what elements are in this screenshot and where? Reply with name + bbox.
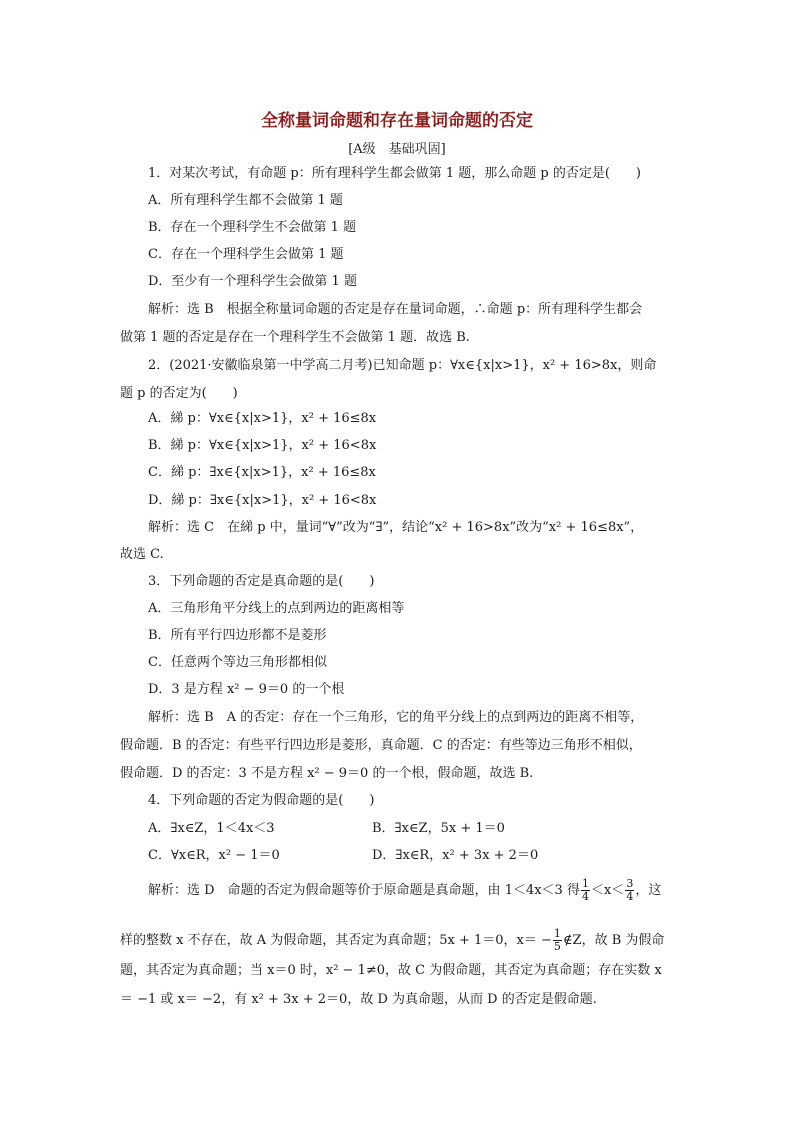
fraction-one-quarter <box>581 878 590 903</box>
q4-sol2-post: ∉Z，故 B 为假命 <box>562 933 665 948</box>
q4-option-d: D．∃x∈R，x² + 3x + 2＝0 <box>372 848 539 863</box>
q1-solution-line-2: 做第 1 题的否定是存在一个理科学生不会做第 1 题．故选 B. <box>120 330 470 345</box>
q4-stem: 4．下列命题的否定为假命题的是( ) <box>148 793 375 808</box>
q3-option-b: B．所有平行四边形都不是菱形 <box>148 628 327 643</box>
q3-option-c: C．任意两个等边三角形都相似 <box>148 655 327 670</box>
fraction-numerator: 1 <box>581 877 589 890</box>
q2-option-a: A．綈 p：∀x∈{x|x>1}，x² + 16≤8x <box>148 411 377 426</box>
q1-option-d: D．至少有一个理科学生会做第 1 题 <box>148 274 357 289</box>
q3-option-d: D．3 是方程 x² − 9＝0 的一个根 <box>148 682 345 697</box>
q4-sol1-pre: 解析：选 D 命题的否定为假命题等价于原命题是真命题，由 1＜4x＜3 得 <box>148 883 580 898</box>
q4-sol1-post: ，这 <box>635 883 662 898</box>
fraction-denominator: 5 <box>553 940 561 953</box>
q2-solution-line-1: 解析：选 C 在綈 p 中，量词“∀”改为“∃”，结论“x² + 16>8x”改为“x² + 16≤8x”， <box>148 520 644 535</box>
q4-solution-line-2 <box>120 928 664 953</box>
section-subtitle: [A级 基础巩固] <box>348 142 446 157</box>
q3-option-a: A．三角形角平分线上的点到两边的距离相等 <box>148 601 405 616</box>
q4-solution-line-3: 题，其否定为真命题；当 x＝0 时，x² − 1≠0，故 C 为假命题，其否定为真命题；存在实数 x <box>120 963 662 978</box>
fraction-numerator: 3 <box>626 877 634 890</box>
q1-stem: 1．对某次考试，有命题 p：所有理科学生都会做第 1 题，那么命题 p 的否定是( ) <box>148 166 641 181</box>
q3-solution-line-3: 假命题．D 的否定：3 不是方程 x² − 9＝0 的一个根，假命题，故选 B. <box>120 766 534 781</box>
q2-option-b: B．綈 p：∀x∈{x|x>1}，x² + 16<8x <box>148 438 377 453</box>
page-title: 全称量词命题和存在量词命题的否定 <box>261 111 533 131</box>
q2-option-d: D．綈 p：∃x∈{x|x>1}，x² + 16<8x <box>148 493 377 508</box>
q2-solution-line-2: 故选 C. <box>120 547 164 562</box>
fraction-denominator: 4 <box>581 890 589 903</box>
fraction-numerator: 1 <box>553 927 561 940</box>
fraction-three-quarters <box>625 878 634 903</box>
q4-sol2-pre: 样的整数 x 不存在，故 A 为假命题，其否定为真命题；5x + 1＝0，x＝ − <box>120 933 552 948</box>
q2-stem-line-1: 2．(2021·安徽临泉第一中学高二月考)已知命题 p：∀x∈{x|x>1}，x² + 16>8x，则命 <box>148 358 657 373</box>
q3-solution-line-2: 假命题．B 的否定：有些平行四边形是菱形，真命题．C 的否定：有些等边三角形不相似， <box>120 738 642 753</box>
fraction-denominator: 4 <box>626 890 634 903</box>
q4-option-c: C．∀x∈R，x² − 1＝0 <box>148 848 280 863</box>
q4-sol1-mid: ＜x＜ <box>590 883 625 898</box>
q1-option-b: B．存在一个理科学生不会做第 1 题 <box>148 220 357 235</box>
q4-option-b: B．∃x∈Z，5x + 1＝0 <box>372 821 505 836</box>
q2-option-c: C．綈 p：∃x∈{x|x>1}，x² + 16≤8x <box>148 465 376 480</box>
q4-solution-line-1 <box>148 878 661 903</box>
fraction-one-fifth <box>553 928 562 953</box>
q1-solution-line-1: 解析：选 B 根据全称量词命题的否定是存在量词命题，∴命题 p：所有理科学生都会 <box>148 302 643 317</box>
q1-option-a: A．所有理科学生都不会做第 1 题 <box>148 193 343 208</box>
q4-option-a: A．∃x∈Z，1＜4x＜3 <box>148 821 275 836</box>
q3-stem: 3．下列命题的否定是真命题的是( ) <box>148 574 375 589</box>
q3-solution-line-1: 解析：选 B A 的否定：存在一个三角形，它的角平分线上的点到两边的距离不相等， <box>148 710 644 725</box>
q1-option-c: C．存在一个理科学生会做第 1 题 <box>148 247 344 262</box>
q2-stem-line-2: 题 p 的否定为( ) <box>120 386 238 401</box>
q4-solution-line-4: ＝ −1 或 x＝ −2，有 x² + 3x + 2＝0，故 D 为真命题，从而 D 的否定是假命题. <box>120 992 597 1007</box>
